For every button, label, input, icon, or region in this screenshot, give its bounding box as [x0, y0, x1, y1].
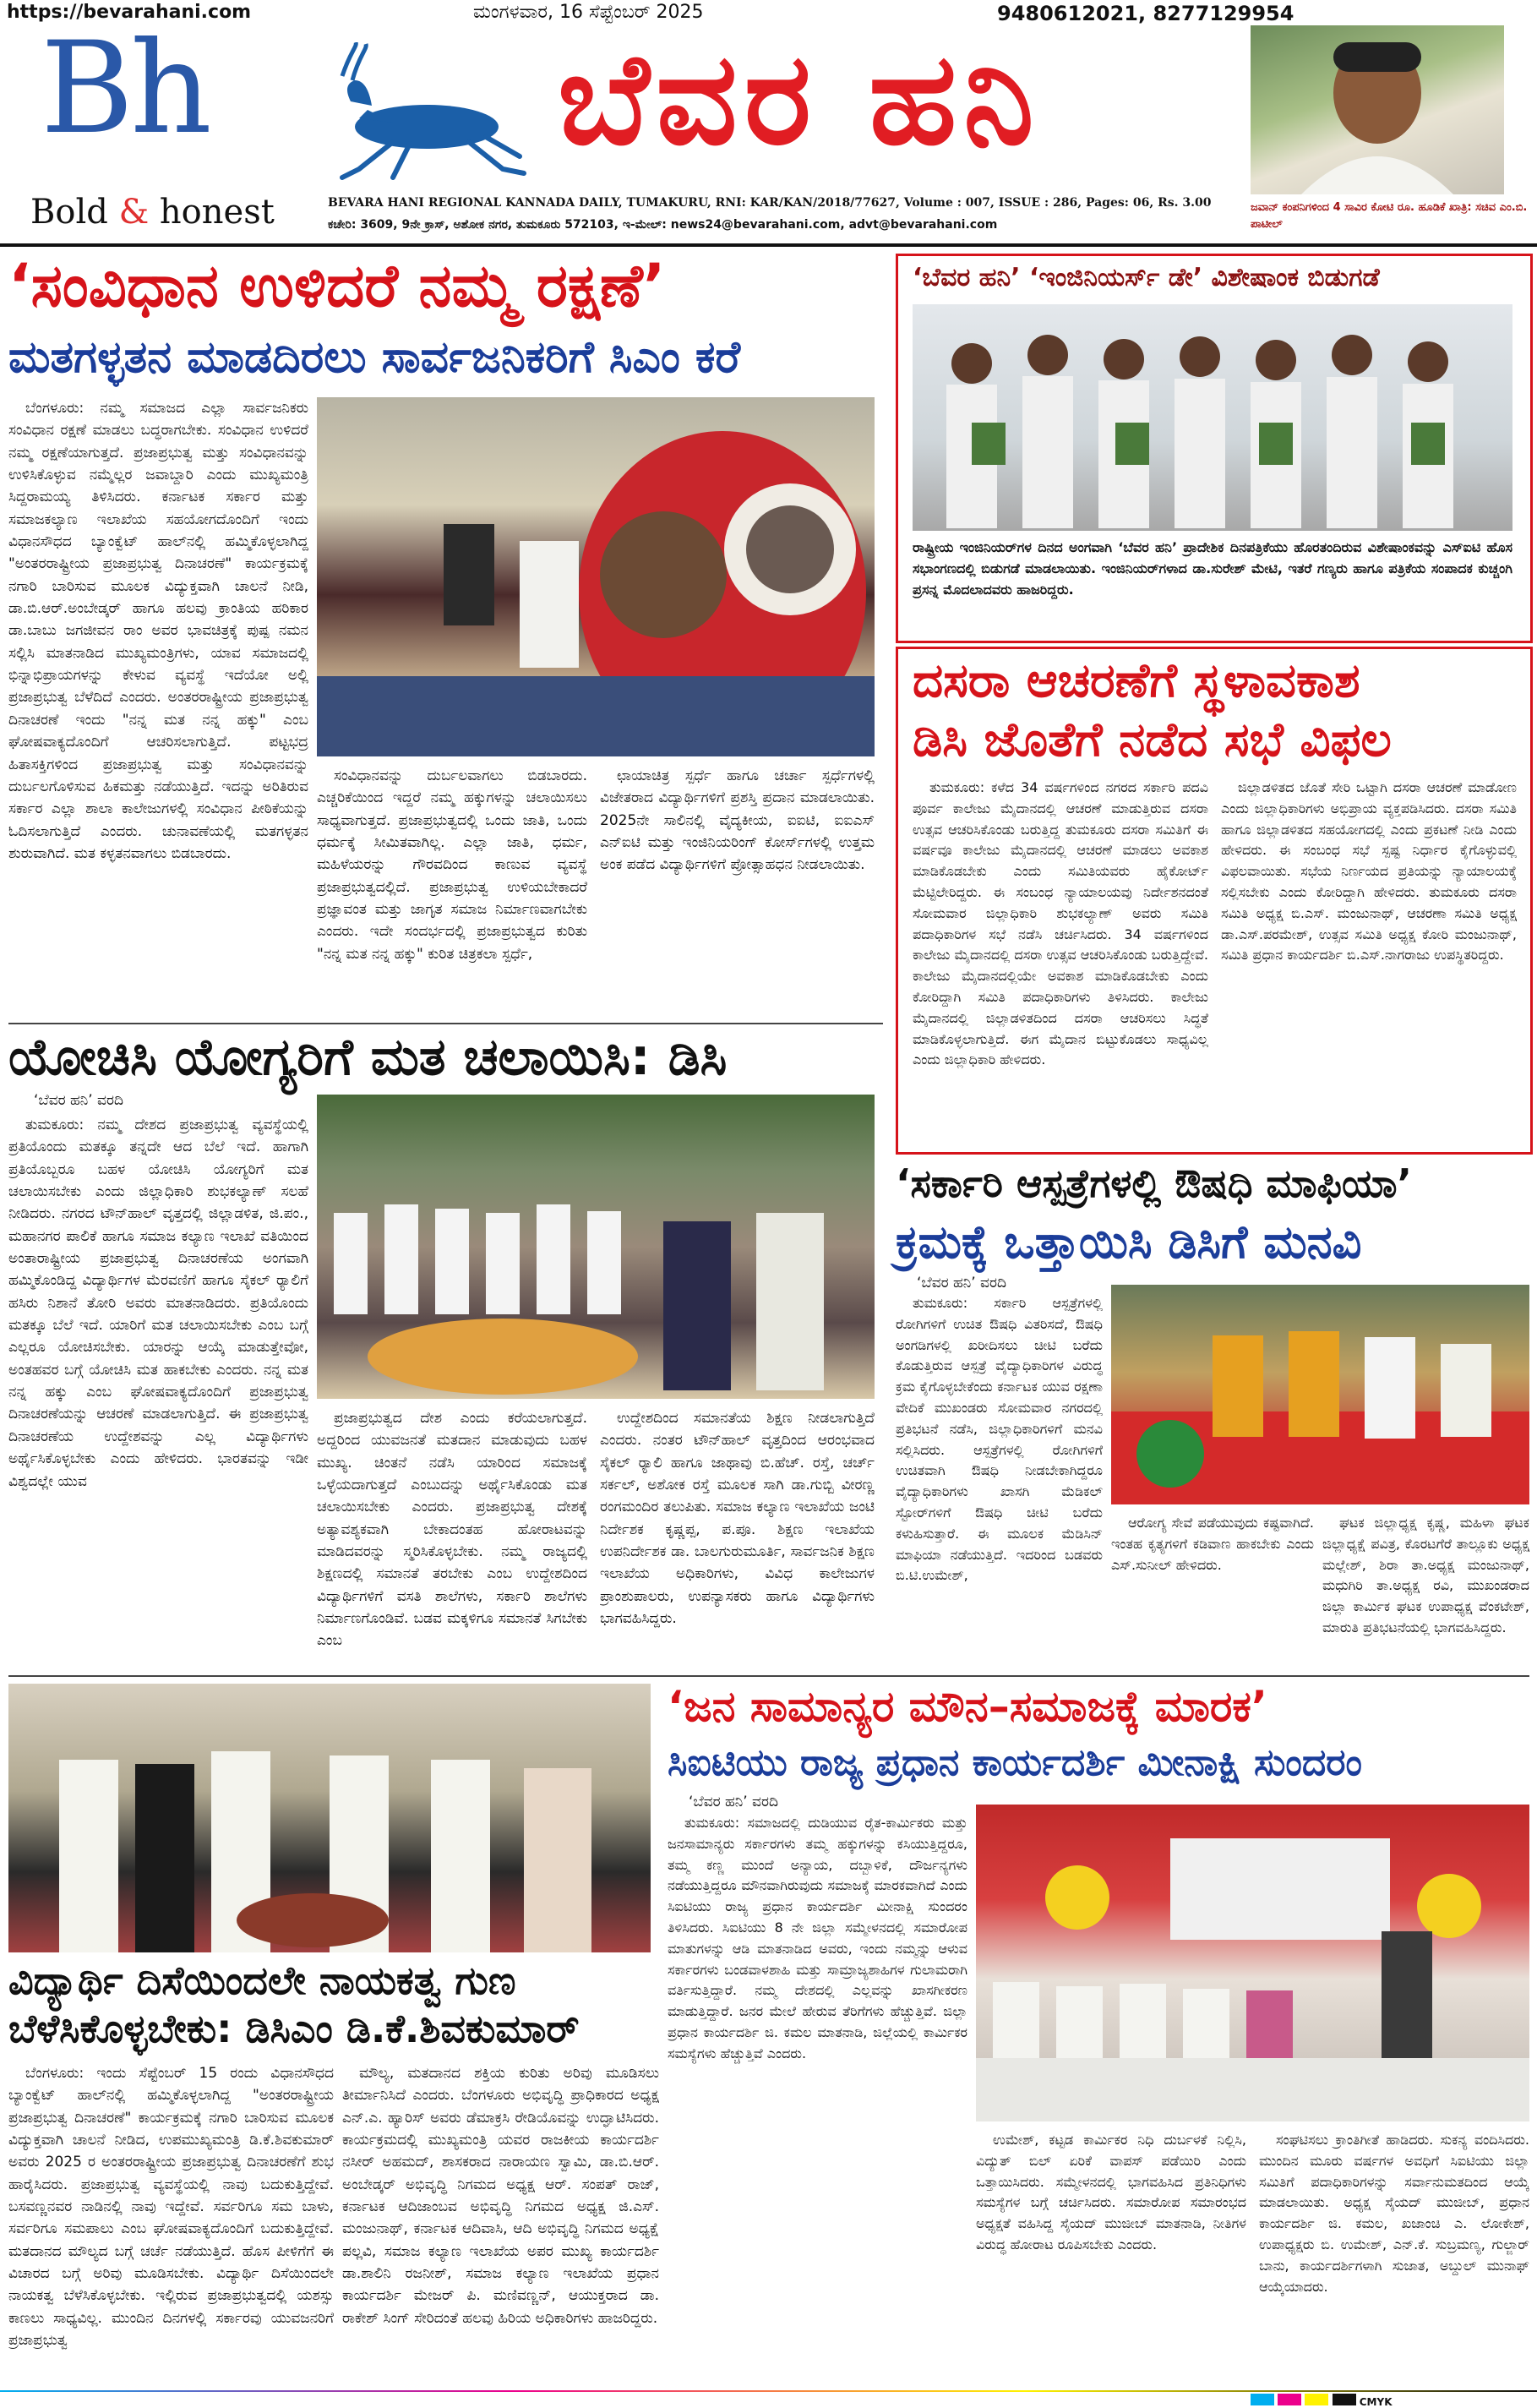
ad-caption: ಜವಾನ್ ಕಂಪನಿಗಳಿಂದ 4 ಸಾವಿರ ಕೋಟಿ ರೂ. ಹೂಡಿಕೆ ಖಾತ್ರಿ: ಸಚಿವ ಎಂ.ಬಿ. ಪಾಟೀಲ್: [1251, 201, 1528, 231]
story5-col2-text: ಉಮೇಶ್, ಕಟ್ಟಡ ಕಾರ್ಮಿಕರ ನಿಧಿ ದುರ್ಬಳಕೆ ನಿಲ್ಲಿಸಿ, ವಿದ್ಯುತ್ ಬಿಲ್ ಏರಿಕೆ ವಾಪಸ್ ಪಡೆಯಿರಿ ಎಂದು ಒತ್ತಾಯಿಸಿದರು. ಸಮ್ಮೇಳನದಲ್ಲಿ ಭಾಗವಹಿಸಿದ ಪ್ರತಿನಿಧಿಗಳು ಸಮಸ್ಯೆಗಳ ಬಗ್ಗೆ ಚರ್ಚಿಸಿದರು. ಸಮಾರೋಪ ಸಮಾರಂಭದ ಅಧ್ಯಕ್ಷತೆ ವಹಿಸಿದ್ದ ಸೈಯದ್ ಮುಜೀಬ್ ಮಾತನಾಡಿ, ನೀತಿಗಳ ವಿರುದ್ಧ ಹೋರಾಟ ರೂಪಿಸಬೇಕು ಎಂದರು.: [976, 2132, 1246, 2252]
engineers-headline: ‘ಬೆವರ ಹನಿ’ ‘ಇಂಜಿನಿಯರ್ಸ್ ಡೇ’ ವಿಶೇಷಾಂಕ ಬಿಡುಗಡೆ: [913, 263, 1380, 292]
story3-col1-text: ತುಮಕೂರು: ಸರ್ಕಾರಿ ಆಸ್ಪತ್ರೆಗಳಲ್ಲಿ ರೋಗಿಗಳಿಗೆ ಉಚಿತ ಔಷಧಿ ವಿತರಿಸದೆ, ಔಷಧಿ ಅಂಗಡಿಗಳಲ್ಲಿ ಖರೀದಿಸಲು ಚೀಟಿ ಬರೆದು ಕೊಡುತ್ತಿರುವ ಆಸ್ಪತ್ರೆ ವೈದ್ಯಾಧಿಕಾರಿಗಳ ವಿರುದ್ಧ ಕ್ರಮ ಕೈಗೊಳ್ಳಬೇಕೆಂದು ಕರ್ನಾಟಕ ಯುವ ರಕ್ಷಣಾ ವೇದಿಕೆ ಮುಖಂಡರು ಸೋಮವಾರ ನಗರದಲ್ಲಿ ಪ್ರತಿಭಟನೆ ನಡೆಸಿ, ಜಿಲ್ಲಾಧಿಕಾರಿಗಳಿಗೆ ಮನವಿ ಸಲ್ಲಿಸಿದರು. ಆಸ್ಪತ್ರೆಗಳಲ್ಲಿ ರೋಗಿಗಳಿಗೆ ಉಚಿತವಾಗಿ ಔಷಧಿ ನೀಡಬೇಕಾಗಿದ್ದರೂ ವೈದ್ಯಾಧಿಕಾರಿಗಳು ಖಾಸಗಿ ಮೆಡಿಕಲ್ ಸ್ಟೋರ್‌ಗಳಿಗೆ ಔಷಧಿ ಚೀಟಿ ಬರೆದು ಕಳುಹಿಸುತ್ತಾರೆ. ಈ ಮೂಲಕ ಮೆಡಿಸಿನ್ ಮಾಫಿಯಾ ನಡೆಯುತ್ತಿದೆ. ಇದರಿಂದ ಬಡವರು ಬಿ.ಟಿ.ಉಮೇಶ್,: [896, 1295, 1103, 1584]
story3-photo: [1111, 1285, 1529, 1504]
story5-photo: [976, 1805, 1529, 2121]
story1-photo: [317, 397, 875, 756]
engineers-caption: ರಾಷ್ಟ್ರೀಯ ಇಂಜಿನಿಯರ್‌ಗಳ ದಿನದ ಅಂಗವಾಗಿ ‘ಬೆವರ ಹನಿ’ ಪ್ರಾದೇಶಿಕ ದಿನಪತ್ರಿಕೆಯು ಹೊರತಂದಿರುವ ವಿಶೇಷಾಂಕವನ್ನು ಎಸ್ಐಟಿ ಹೊಸ ಸಭಾಂಗಣದಲ್ಲಿ ಬಿಡುಗಡೆ ಮಾಡಲಾಯಿತು. ಇಂಜಿನಿಯರ್‌ಗಳಾದ ಡಾ.ಸುರೇಶ್ ಮೇಟಿ, ಇತರೆ ಗಣ್ಯರು ಹಾಗೂ ಪತ್ರಿಕೆಯ ಸಂಪಾದಕ ಕುಚ್ಚಂಗಿ ಪ್ರಸನ್ನ ಮೊದಲಾದವರು ಹಾಜರಿದ್ದರು.: [913, 539, 1512, 598]
story5-col1: [668, 1813, 967, 2383]
story5-subhead: ಸಿಐಟಿಯು ರಾಜ್ಯ ಪ್ರಧಾನ ಕಾರ್ಯದರ್ಶಿ ಮೀನಾಕ್ಷಿ ಸುಂದರಂ: [668, 1741, 1363, 1784]
blackbuck-deer-icon: [308, 42, 528, 186]
story4-col2-text: ಮೌಲ್ಯ, ಮತದಾನದ ಶಕ್ತಿಯ ಕುರಿತು ಅರಿವು ಮೂಡಿಸಲು ತೀರ್ಮಾನಿಸಿದೆ ಎಂದರು. ಬೆಂಗಳೂರು ಅಭಿವೃದ್ಧಿ ಪ್ರಾಧಿಕಾರದ ಅಧ್ಯಕ್ಷ ಎನ್.ಎ. ಹ್ಯಾರಿಸ್ ಅವರು ಡೆಮಾಕ್ರಸಿ ರೇಡಿಯೊವನ್ನು ಉದ್ಘಾಟಿಸಿದರು. ಕಾರ್ಯಕ್ರಮದಲ್ಲಿ ಮುಖ್ಯಮಂತ್ರಿ ಯವರ ರಾಜಕೀಯ ಕಾರ್ಯದರ್ಶಿ ನಸೀರ್ ಅಹಮದ್, ಶಾಸಕರಾದ ನಾರಾಯಣ ಸ್ವಾಮಿ, ಡಾ.ಬಿ.ಆರ್. ಅಂಬೇಡ್ಕರ್ ಅಭಿವೃದ್ಧಿ ನಿಗಮದ ಅಧ್ಯಕ್ಷ ಆರ್. ಸಂಪತ್ ರಾಜ್, ಕರ್ನಾಟಕ ಆದಿಜಾಂಬವ ಅಭಿವೃದ್ಧಿ ನಿಗಮದ ಅಧ್ಯಕ್ಷ ಜಿ.ಎಸ್. ಮಂಜುನಾಥ್, ಕರ್ನಾಟಕ ಆದಿವಾಸಿ, ಆದಿ ಅಭಿವೃದ್ಧಿ ನಿಗಮದ ಅಧ್ಯಕ್ಷೆ ಪಲ್ಲವಿ, ಸಮಾಜ ಕಲ್ಯಾಣ ಇಲಾಖೆಯ ಅಪರ ಮುಖ್ಯ ಕಾರ್ಯದರ್ಶಿ ಡಾ.ಶಾಲಿನಿ ರಜನೀಶ್, ಸಮಾಜ ಕಲ್ಯಾಣ ಇಲಾಖೆಯ ಪ್ರಧಾನ ಕಾರ್ಯದರ್ಶಿ ಮೇಜರ್ ಪಿ. ಮಣಿವಣ್ಣನ್, ಆಯುಕ್ತರಾದ ಡಾ. ರಾಕೇಶ್ ಸಿಂಗ್ ಸೇರಿದಂತೆ ಹಲವು ಹಿರಿಯ ಅಧಿಕಾರಿಗಳು ಹಾಜರಿದ್ದರು.: [342, 2065, 659, 2327]
tagline-amp: &: [118, 193, 150, 232]
engineers-photo: [913, 304, 1512, 531]
story3-headline: ‘ಸರ್ಕಾರಿ ಆಸ್ಪತ್ರೆಗಳಲ್ಲಿ ಔಷಧಿ ಮಾಫಿಯಾ’: [896, 1160, 1412, 1206]
color-registration-strip: [0, 2390, 1537, 2392]
story2-byline: ‘ಬೆವರ ಹನಿ’ ವರದಿ: [34, 1092, 123, 1109]
cmyk-marks: [1251, 2394, 1393, 2408]
story1-col2-text: ಸಂವಿಧಾನವನ್ನು ದುರ್ಬಲವಾಗಲು ಬಿಡಬಾರದು. ಎಚ್ಚರಿಕೆಯಿಂದ ಇದ್ದರೆ ನಮ್ಮ ಹಕ್ಕುಗಳನ್ನು ಚಲಾಯಿಸಲು ಸಾಧ್ಯವಾಗುತ್ತದೆ. ಪ್ರಜಾಪ್ರಭುತ್ವದಲ್ಲಿ ಒಂದು ಜಾತಿ, ಒಂದು ಧರ್ಮಕ್ಕೆ ಸೀಮಿತವಾಗಿಲ್ಲ. ಎಲ್ಲಾ ಜಾತಿ, ಧರ್ಮ, ಮಹಿಳೆಯರನ್ನು ಗೌರವದಿಂದ ಕಾಣುವ ವ್ಯವಸ್ಥೆ ಪ್ರಜಾಪ್ರಭುತ್ವದಲ್ಲಿದೆ. ಪ್ರಜಾಪ್ರಭುತ್ವ ಉಳಿಯಬೇಕಾದರೆ ಪ್ರಜ್ಞಾವಂತ ಮತ್ತು ಜಾಗೃತ ಸಮಾಜ ನಿರ್ಮಾಣವಾಗಬೇಕು ಎಂದರು. ಇದೇ ಸಂದರ್ಭದಲ್ಲಿ ಪ್ರಜಾಪ್ರಭುತ್ವದ ಕುರಿತು "ನನ್ನ ಮತ ನನ್ನ ಹಕ್ಕು" ಕುರಿತ ಚಿತ್ರಕಲಾ ಸ್ಪರ್ಧೆ,: [317, 767, 587, 963]
story4-headline2: ಬೆಳೆಸಿಕೊಳ್ಳಬೇಕು: ಡಿಸಿಎಂ ಡಿ.ಕೆ.ಶಿವಕುಮಾರ್: [8, 2006, 580, 2051]
story5-byline: ‘ಬೆವರ ಹನಿ’ ವರದಿ: [689, 1794, 778, 1810]
cmyk-key: [1333, 2394, 1356, 2405]
story5-col1-text: ತುಮಕೂರು: ಸಮಾಜದಲ್ಲಿ ದುಡಿಯುವ ರೈತ-ಕಾರ್ಮಿಕರು ಮತ್ತು ಜನಸಾಮಾನ್ಯರು ಸರ್ಕಾರಗಳು ತಮ್ಮ ಹಕ್ಕುಗಳನ್ನು ಕಸಿಯುತ್ತಿದ್ದರೂ, ತಮ್ಮ ಕಣ್ಣ ಮುಂದೆ ಅನ್ಯಾಯ, ದಬ್ಬಾಳಿಕೆ, ದೌರ್ಜನ್ಯಗಳು ನಡೆಯುತ್ತಿದ್ದರೂ ಮೌನವಾಗಿರುವುದು ಸಮಾಜಕ್ಕೆ ಮಾರಕವಾಗಿದೆ ಎಂದು ಸಿಐಟಿಯು ರಾಜ್ಯ ಪ್ರಧಾನ ಕಾರ್ಯದರ್ಶಿ ಮೀನಾಕ್ಷಿ ಸುಂದರಂ ತಿಳಿಸಿದರು. ಸಿಐಟಿಯು 8 ನೇ ಜಿಲ್ಲಾ ಸಮ್ಮೇಳನದಲ್ಲಿ ಸಮಾರೋಪ ಮಾತುಗಳನ್ನು ಆಡಿ ಮಾತನಾಡಿದ ಅವರು, ಇಂದು ನಮ್ಮನ್ನು ಆಳುವ ಸರ್ಕಾರಗಳು ಬಂಡವಾಳಶಾಹಿ ಮತ್ತು ಸಾಮ್ರಾಜ್ಯಶಾಹಿಗಳ ಗುಲಾಮರಾಗಿ ವರ್ತಿಸುತ್ತಿದ್ದಾರೆ. ನಮ್ಮ ದೇಶದಲ್ಲಿ ಎಲ್ಲವನ್ನು ಖಾಸಗೀಕರಣ ಮಾಡುತ್ತಿದ್ದಾರೆ. ಜನರ ಮೇಲೆ ಹೇರುವ ತೆರಿಗೆಗಳು ಹೆಚ್ಚುತ್ತಿವೆ. ಜಿಲ್ಲಾ ಪ್ರಧಾನ ಕಾರ್ಯದರ್ಶಿ ಜಿ. ಕಮಲ ಮಾತನಾಡಿ, ಜಿಲ್ಲೆಯಲ್ಲಿ ಕಾರ್ಮಿಕರ ಸಮಸ್ಯೆಗಳು ಹೆಚ್ಚುತ್ತಿವೆ ಎಂದರು.: [668, 1815, 967, 2061]
story1-headline: ‘ಸಂವಿಧಾನ ಉಳಿದರೆ ನಮ್ಮ ರಕ್ಷಣೆ’: [8, 251, 666, 320]
story5-headline: ‘ಜನ ಸಾಮಾನ್ಯರ ಮೌನ–ಸಮಾಜಕ್ಕೆ ಮಾರಕ’: [668, 1682, 1267, 1731]
story3-byline: ‘ಬೆವರ ಹನಿ’ ವರದಿ: [917, 1275, 1006, 1291]
dasara-col2-text: ಜಿಲ್ಲಾಡಳಿತದ ಜೊತೆ ಸೇರಿ ಒಟ್ಟಾಗಿ ದಸರಾ ಆಚರಣೆ ಮಾಡೋಣ ಎಂದು ಜಿಲ್ಲಾಧಿಕಾರಿಗಳು ಅಭಿಪ್ರಾಯ ವ್ಯಕ್ತಪಡಿಸಿದರು. ದಸರಾ ಸಮಿತಿ ಹಾಗೂ ಜಿಲ್ಲಾಡಳಿತದ ಸಹಯೋಗದಲ್ಲಿ ಎಂದು ಪ್ರಕಟಣೆ ನೀಡಿ ಎಂದು ಹೇಳಿದರು. ಈ ಸಂಬಂಧ ಸಭೆ ಸ್ಪಷ್ಟ ನಿರ್ಧಾರ ಕೈಗೊಳ್ಳುವಲ್ಲಿ ವಿಫಲವಾಯಿತು. ಸಭೆಯ ನಿರ್ಣಯದ ಪ್ರತಿಯನ್ನು ನ್ಯಾಯಾಲಯಕ್ಕೆ ಸಲ್ಲಿಸಬೇಕು ಎಂದು ಕೋರಿದ್ದಾಗಿ ಹೇಳಿದರು. ತುಮಕೂರು ದಸರಾ ಸಮಿತಿ ಅಧ್ಯಕ್ಷ ಬಿ.ಎಸ್. ಮಂಜುನಾಥ್, ಆಚರಣಾ ಸಮಿತಿ ಅಧ್ಯಕ್ಷ ಡಾ.ಎಸ್.ಪರಮೇಶ್, ಉತ್ಸವ ಸಮಿತಿ ಅಧ್ಯಕ್ಷ ಕೋರಿ ಮಂಜುನಾಥ್, ಸಮಿತಿ ಪ್ರಧಾನ ಕಾರ್ಯದರ್ಶಿ ಬಿ.ಎಸ್.ನಾಗರಾಜು ಉಪಸ್ಥಿತರಿದ್ದರು.: [1221, 779, 1517, 964]
cmyk-cyan: [1251, 2394, 1274, 2405]
story5-col3-text: ಸಂಘಟಿಸಲು ಕ್ರಾಂತಿಗೀತೆ ಹಾಡಿದರು. ಸುಕನ್ಯ ವಂದಿಸಿದರು. ಮುಂದಿನ ಮೂರು ವರ್ಷಗಳ ಅವಧಿಗೆ ಸಿಐಟಿಯು ಜಿಲ್ಲಾ ಸಮಿತಿಗೆ ಪದಾಧಿಕಾರಿಗಳನ್ನು ಸರ್ವಾನುಮತದಿಂದ ಆಯ್ಕೆ ಮಾಡಲಾಯಿತು. ಅಧ್ಯಕ್ಷ ಸೈಯದ್ ಮುಜೀಬ್, ಪ್ರಧಾನ ಕಾರ್ಯದರ್ಶಿ ಜಿ. ಕಮಲ, ಖಜಾಂಚಿ ಎ. ಲೋಕೇಶ್, ಉಪಾಧ್ಯಕ್ಷರು ಬಿ. ಉಮೇಶ್, ಎನ್.ಕೆ. ಸುಬ್ರಮಣ್ಯ, ಗುಲ್ಜಾರ್ ಬಾನು, ಕಾರ್ಯದರ್ಶಿಗಳಾಗಿ ಸುಜಾತ, ಅಬ್ದುಲ್ ಮುನಾಫ್ ಆಯ್ಕೆಯಾದರು.: [1259, 2132, 1529, 2295]
bh-logo: Bh: [41, 15, 209, 162]
rally-crowd-icon: [317, 1095, 875, 1399]
story1-col1-text: ಬೆಂಗಳೂರು: ನಮ್ಮ ಸಮಾಜದ ಎಲ್ಲಾ ಸಾರ್ವಜನಿಕರು ಸಂವಿಧಾನ ರಕ್ಷಣೆ ಮಾಡಲು ಬದ್ಧರಾಗಬೇಕು. ಸಂವಿಧಾನ ಉಳಿದರೆ ನಮ್ಮ ರಕ್ಷಣೆಯಾಗುತ್ತದೆ. ಪ್ರಜಾಪ್ರಭುತ್ವ ಮತ್ತು ಸಂವಿಧಾನವನ್ನು ಉಳಿಸಿಕೊಳ್ಳುವ ನಮ್ಮೆಲ್ಲರ ಜವಾಬ್ದಾರಿ ಎಂದು ಮುಖ್ಯಮಂತ್ರಿ ಸಿದ್ದರಾಮಯ್ಯ ತಿಳಿಸಿದರು. ಕರ್ನಾಟಕ ಸರ್ಕಾರ ಮತ್ತು ಸಮಾಜಕಲ್ಯಾಣ ಇಲಾಖೆಯ ಸಹಯೋಗದೊಂದಿಗೆ ಇಂದು ವಿಧಾನಸೌಧದ ಬ್ಯಾಂಕ್ವೆಟ್ ಹಾಲ್‌ನಲ್ಲಿ ಹಮ್ಮಿಕೊಳ್ಳಲಾಗಿದ್ದ "ಅಂತರರಾಷ್ಟ್ರೀಯ ಪ್ರಜಾಪ್ರಭುತ್ವ ದಿನಾಚರಣೆ" ಕಾರ್ಯಕ್ರಮಕ್ಕೆ ನಗಾರಿ ಬಾರಿಸುವ ಮೂಲಕ ವಿದ್ಯುಕ್ತವಾಗಿ ಚಾಲನೆ ನೀಡಿ, ಡಾ.ಬಿ.ಆರ್.ಅಂಬೇಡ್ಕರ್ ಹಾಗೂ ಹಲವು ಕ್ರಾಂತಿಯ ಹರಿಕಾರ ಡಾ.ಬಾಬು ಜಗಜೀವನ ರಾಂ ಅವರ ಭಾವಚಿತ್ರಕ್ಕೆ ಪುಷ್ಪ ನಮನ ಸಲ್ಲಿಸಿ ಮಾತನಾಡಿದ ಮುಖ್ಯಮಂತ್ರಿಗಳು, ಯಾವ ಸಮಾಜದಲ್ಲಿ ಭಿನ್ನಾಭಿಪ್ರಾಯಗಳನ್ನು ಕೇಳುವ ವ್ಯವಸ್ಥೆ ಇದೆಯೋ ಅಲ್ಲಿ ಪ್ರಜಾಪ್ರಭುತ್ವ ಬೆಳೆದಿದೆ ಎಂದರು. ಅಂತರರಾಷ್ಟ್ರೀಯ ಪ್ರಜಾಪ್ರಭುತ್ವ ದಿನಾಚರಣೆ ಇಂದು "ನನ್ನ ಮತ ನನ್ನ ಹಕ್ಕು" ಎಂಬ ಘೋಷವಾಕ್ಯದೊಂದಿಗೆ ಆಚರಿಸಲಾಗುತ್ತಿದೆ. ಪಟ್ಟಭದ್ರ ಹಿತಾಸಕ್ತಿಗಳಿಂದ ಪ್ರಜಾಪ್ರಭುತ್ವ ಮತ್ತು ಸಂವಿಧಾನವನ್ನು ದುರ್ಬಲಗೊಳಿಸುವ ಹಿಕಮತ್ತು ನಡೆಯುತ್ತಿದೆ. ಇದನ್ನು ಅರಿತಿರುವ ಸರ್ಕಾರ ಎಲ್ಲಾ ಶಾಲಾ ಕಾಲೇಜುಗಳಲ್ಲಿ ಸಂವಿಧಾನ ಪೀಠಿಕೆಯನ್ನು ಓದಿಸಲಾಗುತ್ತಿದೆ ಎಂದರು. ಚುನಾವಣೆಯಲ್ಲಿ ಮತಗಳ್ಳತನ ಶುರುವಾಗಿದೆ. ಮತ ಕಳ್ಳತನವಾಗಲು ಬಿಡಬಾರದು.: [8, 400, 308, 862]
story3-col3-text: ಘಟಕ ಜಿಲ್ಲಾಧ್ಯಕ್ಷ ಕೃಷ್ಣ, ಮಹಿಳಾ ಘಟಕ ಜಿಲ್ಲಾಧ್ಯಕ್ಷೆ ಪವಿತ್ರ, ಕೊರಟಗೆರೆ ತಾಲ್ಲೂಕು ಅಧ್ಯಕ್ಷ ಮಲ್ಲೇಶ್, ಶಿರಾ ತಾ.ಅಧ್ಯಕ್ಷ ಮಂಜುನಾಥ್, ಮಧುಗಿರಿ ತಾ.ಅಧ್ಯಕ್ಷ ರವಿ, ಮುಖಂಡರಾದ ಜಿಲ್ಲಾ ಕಾರ್ಮಿಕ ಘಟಕ ಉಪಾಧ್ಯಕ್ಷ ವೆಂಕಟೇಶ್, ಮಾರುತಿ ಪ್ರತಿಭಟನೆಯಲ್ಲಿ ಭಾಗವಹಿಸಿದ್ದರು.: [1322, 1515, 1529, 1635]
story3-col1: [896, 1293, 1103, 1669]
dasara-col1: [913, 778, 1208, 1141]
story2-col2: [317, 1407, 587, 1668]
portrait-icon: [1251, 25, 1504, 194]
story4-headline1: ವಿದ್ಯಾರ್ಥಿ ದಿಸೆಯಿಂದಲೇ ನಾಯಕತ್ವ ಗುಣ: [8, 1958, 516, 2003]
tagline-bold: Bold: [30, 193, 108, 232]
story3-col2: [1111, 1513, 1314, 1669]
story2-col3-text: ಉದ್ದೇಶದಿಂದ ಸಮಾನತೆಯ ಶಿಕ್ಷಣ ನೀಡಲಾಗುತ್ತಿದೆ ಎಂದರು. ನಂತರ ಟೌನ್‌ಹಾಲ್ ವೃತ್ತದಿಂದ ಆರಂಭವಾದ ಸೈಕಲ್ ರ‍್ಯಾಲಿ ಹಾಗೂ ಜಾಥಾವು ಬಿ.ಹೆಚ್. ರಸ್ತೆ, ಚರ್ಚ್ ಸರ್ಕಲ್, ಅಶೋಕ ರಸ್ತೆ ಮೂಲಕ ಸಾಗಿ ಡಾ.ಗುಬ್ಬಿ ವೀರಣ್ಣ ರಂಗಮಂದಿರ ತಲುಪಿತು. ಸಮಾಜ ಕಲ್ಯಾಣ ಇಲಾಖೆಯ ಜಂಟಿ ನಿರ್ದೇಶಕ ಕೃಷ್ಣಪ್ಪ, ಪ.ಪೂ. ಶಿಕ್ಷಣ ಇಲಾಖೆಯ ಉಪನಿರ್ದೇಶಕ ಡಾ. ಬಾಲಗುರುಮೂರ್ತಿ, ಸಾರ್ವಜನಿಕ ಶಿಕ್ಷಣ ಇಲಾಖೆಯ ಅಧಿಕಾರಿಗಳು, ವಿವಿಧ ಕಾಲೇಜುಗಳ ಪ್ರಾಂಶುಪಾಲರು, ಉಪನ್ಯಾಸಕರು ಹಾಗೂ ವಿದ್ಯಾರ್ಥಿಗಳು ಭಾಗವಹಿಸಿದ್ದರು.: [600, 1410, 875, 1628]
story4-col2: [342, 2062, 659, 2383]
dasara-col2: [1221, 778, 1517, 1141]
story5-col2: [976, 2130, 1246, 2383]
story2-col1: [8, 1114, 308, 1668]
dasara-headline1: ದಸರಾ ಆಚರಣೆಗೆ ಸ್ಥಳಾವಕಾಶ: [913, 653, 1360, 708]
masthead-rule: [0, 243, 1537, 247]
ambedkar-tribute-icon: [317, 397, 875, 756]
protest-banner-icon: [1111, 1285, 1529, 1504]
story3-col2-text: ಆರೋಗ್ಯ ಸೇವೆ ಪಡೆಯುವುದು ಕಷ್ಟವಾಗಿದೆ. ಇಂತಹ ಕೃತ್ಯಗಳಿಗೆ ಕಡಿವಾಣ ಹಾಕಬೇಕು ಎಂದು ಎಸ್.ಸುನೀಲ್ ಹೇಳಿದರು.: [1111, 1515, 1314, 1573]
lower-rule: [8, 1675, 1529, 1677]
tagline: [30, 193, 275, 232]
story4-photo: [8, 1684, 651, 1952]
story2-col2-text: ಪ್ರಜಾಪ್ರಭುತ್ವದ ದೇಶ ಎಂದು ಕರೆಯಲಾಗುತ್ತದೆ. ಅದ್ದರಿಂದ ಯುವಜನತೆ ಮತದಾನ ಮಾಡುವುದು ಬಹಳ ಮುಖ್ಯ. ಚಿಂತನೆ ನಡೆಸಿ ಯಾರಿಂದ ಸಮಾಜಕ್ಕೆ ಒಳ್ಳೆಯದಾಗುತ್ತದೆ ಎಂಬುದನ್ನು ಅರ್ಥೈಸಿಕೊಂಡು ಮತ ಚಲಾಯಿಸಬೇಕು ಎಂದರು. ಪ್ರಜಾಪ್ರಭುತ್ವ ದೇಶಕ್ಕೆ ಅತ್ಯಾವಶ್ಯಕವಾಗಿ ಬೇಕಾದಂತಹ ಹೋರಾಟವನ್ನು ಮಾಡಿದವರನ್ನು ಸ್ಮರಿಸಿಕೊಳ್ಳಬೇಕು. ನಮ್ಮ ರಾಜ್ಯದಲ್ಲಿ ಶಿಕ್ಷಣದಲ್ಲಿ ಸಮಾನತೆ ತರಬೇಕು ಎಂಬ ಉದ್ದೇಶದಿಂದ ವಿದ್ಯಾರ್ಥಿಗಳಿಗೆ ವಸತಿ ಶಾಲೆಗಳು, ಸರ್ಕಾರಿ ಶಾಲೆಗಳು ನಿರ್ಮಾಣಗೊಂಡಿವೆ. ಬಡವ ಮಕ್ಕಳಿಗೂ ಸಮಾನತೆ ಸಿಗಬೇಕು ಎಂಬ: [317, 1410, 587, 1650]
story4-col1: [8, 2062, 334, 2383]
dasara-headline2: ಡಿಸಿ ಜೊತೆಗೆ ನಡೆದ ಸಭೆ ವಿಫಲ: [913, 713, 1392, 767]
story1-col3-text: ಛಾಯಾಚಿತ್ರ ಸ್ಪರ್ಧೆ ಹಾಗೂ ಚರ್ಚಾ ಸ್ಪರ್ಧೆಗಳಲ್ಲಿ ವಿಜೇತರಾದ ವಿದ್ಯಾರ್ಥಿಗಳಿಗೆ ಪ್ರಶಸ್ತಿ ಪ್ರದಾನ ಮಾಡಲಾಯಿತು. 2025ನೇ ಸಾಲಿನಲ್ಲಿ ವೈದ್ಯಕೀಯ, ಐಐಟಿ, ಐಐಎಸ್ ಎನ್ಐಟಿ ಮತ್ತು ಇಂಜಿನಿಯರಿಂಗ್ ಕೋರ್ಸ್‌ಗಳಲ್ಲಿ ಉತ್ತಮ ಅಂಕ ಪಡೆದ ವಿದ್ಯಾರ್ಥಿಗಳಿಗೆ ಪ್ರೋತ್ಸಾಹಧನ ನೀಡಲಾಯಿತು.: [600, 767, 875, 874]
story2-photo: [317, 1095, 875, 1399]
story2-col3: [600, 1407, 875, 1668]
office-address: ಕಚೇರಿ: 3609, 9ನೇ ಕ್ರಾಸ್, ಅಶೋಕ ನಗರ, ತುಮಕೂರು 572103, ಇ-ಮೇಲ್: news24@bevarahani.com, advt@bevarahani.com: [328, 218, 998, 232]
newspaper-title: ಬೆವರ ಹನಿ: [558, 26, 1041, 173]
group-photo-icon: [913, 304, 1512, 531]
registration-line: BEVARA HANI REGIONAL KANNADA DAILY, TUMAKURU, RNI: KAR/KAN/2018/77627, Volume : 007, ISSUE : 286, Pages: 06, Rs. 3.00: [328, 196, 1212, 210]
minister-photo: [1251, 25, 1504, 194]
story5-col3: [1259, 2130, 1529, 2383]
citu-conference-icon: [976, 1805, 1529, 2121]
tagline-honest: honest: [159, 193, 275, 232]
leaders-drum-icon: [8, 1684, 651, 1952]
cmyk-yellow: [1305, 2394, 1328, 2405]
story3-col3: [1322, 1513, 1529, 1669]
story4-col1-text: ಬೆಂಗಳೂರು: ಇಂದು ಸೆಪ್ಟೆಂಬರ್ 15 ರಂದು ವಿಧಾನಸೌಧದ ಬ್ಯಾಂಕ್ವೆಟ್ ಹಾಲ್‌ನಲ್ಲಿ ಹಮ್ಮಿಕೊಳ್ಳಲಾಗಿದ್ದ "ಅಂತರರಾಷ್ಟ್ರೀಯ ಪ್ರಜಾಪ್ರಭುತ್ವ ದಿನಾಚರಣೆ" ಕಾರ್ಯಕ್ರಮಕ್ಕೆ ನಗಾರಿ ಬಾರಿಸುವ ಮೂಲಕ ವಿದ್ಯುಕ್ತವಾಗಿ ಚಾಲನೆ ನೀಡಿದ, ಉಪಮುಖ್ಯಮಂತ್ರಿ ಡಿ.ಕೆ.ಶಿವಕುಮಾರ್ ಅವರು 2025 ರ ಅಂತರರಾಷ್ಟ್ರೀಯ ಪ್ರಜಾಪ್ರಭುತ್ವ ದಿನಾಚರಣೆಗೆ ಶುಭ ಹಾರೈಸಿದರು. ಪ್ರಜಾಪ್ರಭುತ್ವ ವ್ಯವಸ್ಥೆಯಲ್ಲಿ ನಾವು ಬದುಕುತ್ತಿದ್ದೇವೆ. ಬಸವಣ್ಣನವರ ನಾಡಿನಲ್ಲಿ ನಾವು ಇದ್ದೇವೆ. ಸರ್ವರಿಗೂ ಸಮ ಬಾಳು, ಸರ್ವರಿಗೂ ಸಮಪಾಲು ಎಂಬ ಘೋಷವಾಕ್ಯದೊಂದಿಗೆ ಬದುಕುತ್ತಿದ್ದೇವೆ. ಮತದಾನದ ಮೌಲ್ಯದ ಬಗ್ಗೆ ಚರ್ಚೆ ನಡೆಯುತ್ತಿದೆ. ಹೊಸ ಪೀಳಿಗೆಗೆ ಈ ವಿಚಾರದ ಬಗ್ಗೆ ಅರಿವು ಮೂಡಿಸಬೇಕು. ವಿದ್ಯಾರ್ಥಿ ದಿಸೆಯಿಂದಲೇ ನಾಯಕತ್ವ ಬೆಳೆಸಿಕೊಳ್ಳಬೇಕು. ಇಲ್ಲಿರುವ ಪ್ರಜಾಪ್ರಭುತ್ವದಲ್ಲಿ ಯಶಸ್ಸು ಕಾಣಲು ಸಾಧ್ಯವಿಲ್ಲ. ಮುಂದಿನ ದಿನಗಳಲ್ಲಿ ಸರ್ಕಾರವು ಯುವಜನರಿಗೆ ಪ್ರಜಾಪ್ರಭುತ್ವ: [8, 2065, 334, 2350]
story2-headline: ಯೋಚಿಸಿ ಯೋಗ್ಯರಿಗೆ ಮತ ಚಲಾಯಿಸಿ: ಡಿಸಿ: [8, 1028, 728, 1087]
cmyk-label: CMYK: [1359, 2396, 1393, 2408]
story2-col1-text: ತುಮಕೂರು: ನಮ್ಮ ದೇಶದ ಪ್ರಜಾಪ್ರಭುತ್ವ ವ್ಯವಸ್ಥೆಯಲ್ಲಿ ಪ್ರತಿಯೊಂದು ಮತಕ್ಕೂ ತನ್ನದೇ ಆದ ಬೆಲೆ ಇದೆ. ಹಾಗಾಗಿ ಪ್ರತಿಯೊಬ್ಬರೂ ಬಹಳ ಯೋಚಿಸಿ ಯೋಗ್ಯರಿಗೆ ಮತ ಚಲಾಯಿಸಬೇಕು ಎಂದು ಜಿಲ್ಲಾಧಿಕಾರಿ ಶುಭಕಲ್ಯಾಣ್ ಸಲಹೆ ನೀಡಿದರು. ನಗರದ ಟೌನ್‌ಹಾಲ್ ವೃತ್ತದಲ್ಲಿ ಜಿಲ್ಲಾಡಳಿತ, ಜಿ.ಪಂ., ಮಹಾನಗರ ಪಾಲಿಕೆ ಹಾಗೂ ಸಮಾಜ ಕಲ್ಯಾಣ ಇಲಾಖೆ ವತಿಯಿಂದ ಅಂತಾರಾಷ್ಟ್ರೀಯ ಪ್ರಜಾಪ್ರಭುತ್ವ ದಿನಾಚರಣೆಯ ಅಂಗವಾಗಿ ಹಮ್ಮಿಕೊಂಡಿದ್ದ ವಿದ್ಯಾರ್ಥಿಗಳ ಮೆರವಣಿಗೆ ಹಾಗೂ ಸೈಕಲ್ ರ‍್ಯಾಲಿಗೆ ಹಸಿರು ನಿಶಾನೆ ತೋರಿ ಅವರು ಮಾತನಾಡಿದರು. ಪ್ರತಿಯೊಂದು ಮತಕ್ಕೂ ಬೆಲೆ ಇದೆ. ಯಾರಿಗೆ ಮತ ಚಲಾಯಿಸಬೇಕು ಎಂಬ ಬಗ್ಗೆ ಎಲ್ಲರೂ ಯೋಚಿಸಬೇಕು. ಯಾರನ್ನು ಆಯ್ಕೆ ಮಾಡುತ್ತೇವೋ, ಅಂತಹವರ ಬಗ್ಗೆ ಯೋಚಿಸಿ ಮತ ಹಾಕಬೇಕು ಎಂದರು. ನನ್ನ ಮತ ನನ್ನ ಹಕ್ಕು ಎಂಬ ಘೋಷವಾಕ್ಯದೊಂದಿಗೆ ಪ್ರಜಾಪ್ರಭುತ್ವ ದಿನಾಚರಣೆಯನ್ನು ಆಚರಣೆ ಮಾಡಲಾಗುತ್ತಿದೆ. ಈ ಪ್ರಜಾಪ್ರಭುತ್ವ ದಿನಾಚರಣೆಯ ಉದ್ದೇಶವನ್ನು ಎಲ್ಲ ವಿದ್ಯಾರ್ಥಿಗಳು ಅರ್ಥೈಸಿಕೊಳ್ಳಬೇಕು ಎಂದು ಹೇಳಿದರು. ಭಾರತವನ್ನು ಇಡೀ ವಿಶ್ವದಲ್ಲೇ ಯುವ: [8, 1117, 308, 1490]
site-url[interactable]: https://bevarahani.com: [7, 2, 252, 23]
dasara-col1-text: ತುಮಕೂರು: ಕಳೆದ 34 ವರ್ಷಗಳಿಂದ ನಗರದ ಸರ್ಕಾರಿ ಪದವಿ ಪೂರ್ವ ಕಾಲೇಜು ಮೈದಾನದಲ್ಲಿ ಆಚರಣೆ ಮಾಡುತ್ತಿರುವ ದಸರಾ ಉತ್ಸವ ಆಚರಿಸಿಕೊಂಡು ಬರುತ್ತಿದ್ದ ತುಮಕೂರು ದಸರಾ ಸಮಿತಿಗೆ ಈ ವರ್ಷವೂ ಕಾಲೇಜು ಮೈದಾನದಲ್ಲಿ ಆಚರಣೆ ಮಾಡಲು ಅವಕಾಶ ಮಾಡಿಕೊಡಬೇಕು ಎಂದು ಸಮಿತಿಯವರು ಹೈಕೋರ್ಟ್ ಮೆಟ್ಟಿಲೇರಿದ್ದರು. ಈ ಸಂಬಂಧ ನ್ಯಾಯಾಲಯವು ನಿರ್ದೇಶನದಂತೆ ಸೋಮವಾರ ಜಿಲ್ಲಾಧಿಕಾರಿ ಶುಭಕಲ್ಯಾಣ್ ಅವರು ಸಮಿತಿ ಪದಾಧಿಕಾರಿಗಳ ಸಭೆ ನಡೆಸಿ ಚರ್ಚಿಸಿದರು. 34 ವರ್ಷಗಳಿಂದ ಕಾಲೇಜು ಮೈದಾನದಲ್ಲಿ ದಸರಾ ಉತ್ಸವ ಆಚರಿಸಿಕೊಂಡು ಬರುತ್ತಿದ್ದೇವೆ. ಕಾಲೇಜು ಮೈದಾನದಲ್ಲಿಯೇ ಅವಕಾಶ ಮಾಡಿಕೊಡಬೇಕು ಎಂದು ಕೋರಿದ್ದಾಗಿ ಸಮಿತಿ ಪದಾಧಿಕಾರಿಗಳು ತಿಳಿಸಿದರು. ಕಾಲೇಜು ಮೈದಾನದಲ್ಲಿ ಜಿಲ್ಲಾಡಳಿತದಿಂದ ದಸರಾ ಆಚರಿಸಲು ಸಿದ್ಧತೆ ಮಾಡಿಕೊಳ್ಳಲಾಗುತ್ತಿದೆ. ಈಗ ಮೈದಾನ ಬಿಟ್ಟುಕೊಡಲು ಸಾಧ್ಯವಿಲ್ಲ ಎಂದು ಜಿಲ್ಲಾಧಿಕಾರಿ ಹೇಳಿದರು.: [913, 779, 1208, 1068]
story2-rule: [8, 1023, 883, 1024]
contact-phones: 9480612021, 8277129954: [997, 2, 1294, 25]
story3-subhead: ಕ್ರಮಕ್ಕೆ ಒತ್ತಾಯಿಸಿ ಡಿಸಿಗೆ ಮನವಿ: [896, 1215, 1362, 1269]
story1-subhead: ಮತಗಳ್ಳತನ ಮಾಡದಿರಲು ಸಾರ್ವಜನಿಕರಿಗೆ ಸಿಎಂ ಕರೆ: [8, 332, 741, 383]
cmyk-magenta: [1278, 2394, 1301, 2405]
issue-date: ಮಂಗಳವಾರ, 16 ಸೆಪ್ಟೆಂಬರ್ 2025: [473, 2, 704, 23]
